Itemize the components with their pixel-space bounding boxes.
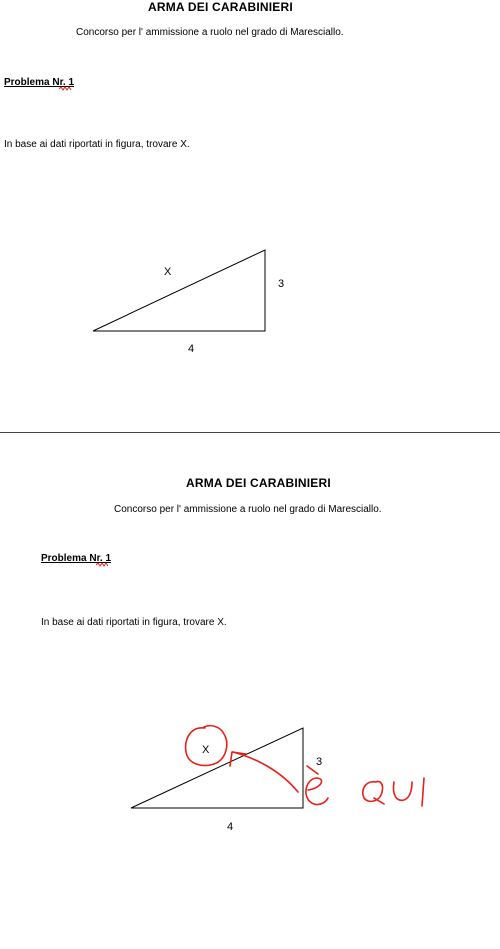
document-title: ARMA DEI CARABINIERI	[148, 0, 293, 14]
document-title: ARMA DEI CARABINIERI	[186, 476, 331, 490]
spellcheck-squiggle	[59, 86, 73, 92]
spellcheck-squiggle	[96, 562, 110, 568]
letter-e-mark	[306, 778, 328, 805]
question-text: In base ai dati riportati in figura, trovare X.	[4, 139, 190, 150]
base-label: 4	[188, 343, 195, 355]
triangle-shape	[93, 250, 265, 331]
hypotenuse-label-x: X	[164, 266, 172, 278]
handwritten-annotation	[180, 718, 440, 828]
annotated-document	[0, 434, 500, 949]
letter-q-mark	[363, 781, 384, 804]
letter-u-mark	[393, 782, 412, 800]
problem-heading: Problema Nr. 1	[41, 553, 112, 564]
document-subtitle: Concorso per l' ammissione a ruolo nel grado di Maresciallo.	[76, 27, 344, 38]
arrow-line-mark	[233, 752, 298, 792]
height-label: 3	[316, 756, 323, 768]
right-triangle-figure	[90, 248, 290, 338]
base-label: 4	[227, 821, 234, 833]
hypotenuse-label-x: X	[202, 744, 210, 756]
divider-line	[0, 432, 500, 433]
height-label: 3	[278, 278, 285, 290]
letter-i-mark	[422, 778, 424, 806]
original-document	[0, 0, 500, 432]
document-subtitle: Concorso per l' ammissione a ruolo nel grado di Maresciallo.	[114, 504, 382, 515]
circle-around-x-mark	[186, 726, 227, 766]
problem-heading: Problema Nr. 1	[4, 77, 75, 88]
question-text: In base ai dati riportati in figura, trovare X.	[41, 617, 227, 628]
